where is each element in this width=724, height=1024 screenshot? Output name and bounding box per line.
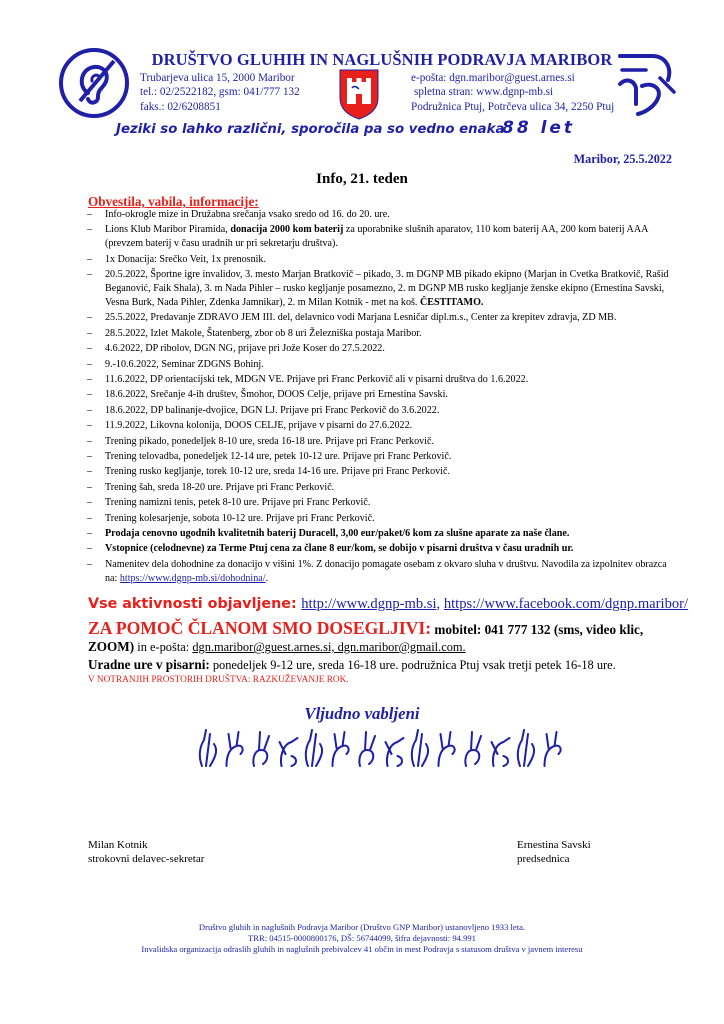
announcement-item (86, 253, 672, 267)
organization-title: DRUŠTVO GLUHIH IN NAGLUŠNIH PODRAVJA MARIBOR (151, 50, 613, 69)
hygiene-notice: V NOTRANJIH PROSTORIH DRUŠTVA: RAZKUŽEVANJE ROK. (88, 675, 349, 685)
help-mobile: mobitel: 041 777 132 (sms, video klic, (431, 622, 644, 637)
sign-hand-icon (518, 730, 534, 766)
announcement-item (86, 208, 672, 222)
announcements-list (86, 208, 672, 587)
signer-right-role: predsednica (517, 853, 570, 865)
announcement-item (86, 373, 672, 387)
contact-block-right (411, 71, 614, 114)
sign-hand-icon (200, 730, 216, 766)
item-text: 4.6.2022, DP ribolov, DGN NG, prijave pri Jože Koser do 27.5.2022. (105, 343, 385, 355)
sign-hand-icon (465, 732, 481, 766)
item-text: Prodaja cenovno ugodnih kvalitetnih baterij Duracell, 3,00 eur/paket/6 kom za slušne aparate za naše člane. (105, 528, 570, 540)
item-text: 9.-10.6.2022, Seminar ZDGNS Bohinj. (105, 358, 264, 370)
announcement-item (86, 342, 672, 356)
section-title: Obvestila, vabila, informacije: (88, 194, 259, 209)
item-text: Namenitev dela dohodnine za donacijo v višini 1%. Z donacijo pomagate osebam z okvaro sluha v društvu. Navodila za izpolnitev obrazca na: (105, 558, 667, 584)
item-text: Info-okrogle mize in Družabna srečanja vsako sredo od 16. do 20. ure. (105, 209, 390, 220)
announcement-item (86, 404, 672, 418)
sign-language-hands-icon (194, 726, 570, 770)
item-text: za uporabnike slušnih aparatov, 110 kom baterij AA, 200 kom baterij AAA (prevzem baterij v času uradnih ur pri sekretarju društva). (105, 224, 648, 250)
item-text: . (265, 572, 269, 584)
activities-label: Vse aktivnosti objavljene: (88, 596, 297, 612)
help-zoom: ZOOM) (88, 639, 135, 654)
announcement-item (86, 435, 672, 449)
announcement-item (86, 419, 672, 433)
sign-hand-icon (333, 732, 349, 766)
announcement-item (86, 496, 672, 510)
item-text: Trening kolesarjenje, sobota 10-12 ure. Prijave pri Franc Perkovič. (105, 512, 375, 524)
activities-line (88, 596, 688, 613)
help-email-prefix: in e-pošta: (134, 640, 193, 654)
announcement-item (86, 527, 672, 541)
sign-hand-icon (412, 730, 428, 766)
hearing-logo-icon (58, 47, 130, 119)
item-text: Trening šah, sreda 18-20 ure. Prijave pri Franc Perkovič. (105, 481, 335, 493)
signature-left (88, 838, 204, 866)
slogan: Jeziki so lahko različni, sporočila pa so vedno enaka (116, 122, 505, 137)
address: Trubarjeva ulica 15, 2000 Maribor (140, 72, 295, 84)
announcement-item (86, 358, 672, 372)
link-separator: , (436, 596, 444, 612)
anniversary-years: 88 let (502, 118, 576, 138)
announcement-item (86, 450, 672, 464)
announcement-item (86, 542, 672, 556)
announcement-item (86, 388, 672, 402)
item-text: 25.5.2022, Predavanje ZDRAVO JEM III. del, delavnico vodi Marjana Lesničar dipl.m.s., Center za krepitev zdravja, ZD MB. (105, 312, 617, 324)
announcement-item (86, 311, 672, 325)
website-link[interactable]: http://www.dgnp-mb.si (301, 596, 437, 612)
document-date: Maribor, 25.5.2022 (573, 152, 672, 166)
sign-hand-icon (386, 738, 404, 766)
announcement-item (86, 268, 672, 310)
item-text: 11.6.2022, DP orientacijski tek, MDGN VE. Prijave pri Franc Perkovič ali v pisarni društva do 1.6.2022. (105, 373, 529, 385)
office-hours: ponedeljek 9-12 ure, sreda 16-18 ure. podružnica Ptuj vsak tretji petek 16-18 ure. (209, 658, 616, 672)
help-email-links[interactable]: dgn.maribor@guest.arnes.si, dgn.maribor@gmail.com. (192, 640, 466, 654)
website: spletna stran: www.dgnp-mb.si (414, 86, 554, 99)
announcement-item (86, 465, 672, 479)
signature-right (517, 838, 591, 866)
announcement-item (86, 481, 672, 495)
item-text: Vstopnice (celodnevne) za Terme Ptuj cena za člane 8 eur/kom, se dobijo v pisarni društva v času uradnih ur. (105, 543, 574, 555)
item-text: 28.5.2022, Izlet Makole, Štatenberg, zbor ob 8 uri Železniška postaja Maribor. (105, 327, 422, 339)
sign-hand-icon (306, 730, 322, 766)
item-text: Lions Klub Maribor Piramida, (105, 224, 231, 236)
item-text: Trening telovadba, ponedeljek 12-14 ure, petek 10-12 ure. Prijave pri Franc Perkovič. (105, 451, 452, 462)
sign-hand-icon (492, 738, 510, 766)
announcement-item (86, 558, 672, 586)
fax: faks.: 02/6208851 (140, 100, 221, 113)
item-text: Trening pikado, ponedeljek 8-10 ure, sreda 16-18 ure. Prijave pri Franc Perkovič. (105, 435, 434, 447)
footer (0, 922, 724, 956)
signer-right-name: Ernestina Savski (517, 839, 591, 851)
branch-address: Podružnica Ptuj, Potrčeva ulica 34, 2250 Ptuj (411, 100, 615, 113)
maribor-coat-of-arms-icon (338, 68, 380, 120)
footer-line-2: TRR: 04515-0000800176, DŠ: 56744099, šifra dejavnosti: 94.991 (248, 933, 476, 944)
info-title: Info, 21. teden (316, 171, 408, 187)
help-headline: ZA POMOČ ČLANOM SMO DOSEGLJIVI: (88, 618, 432, 638)
item-link[interactable]: https://www.dgnp-mb.si/dohodnina/ (119, 572, 266, 584)
item-text: 11.9.2022, Likovna kolonija, DOOS CELJE, prijave v pisarni do 27.6.2022. (105, 420, 413, 432)
signer-left-name: Milan Kotnik (88, 839, 148, 851)
contact-block-left (140, 71, 300, 114)
contact-help-block (88, 620, 688, 674)
phone: tel.: 02/2522182, gsm: 041/777 132 (140, 86, 300, 99)
signer-left-role: strokovni delavec-sekretar (88, 853, 205, 865)
footer-line-3: Invalidska organizacija odraslih gluhih in naglušnih prebivalcev 41 občin in mest Podravja s statusom društva v javnem interesu (141, 944, 583, 955)
office-hours-label: Uradne ure v pisarni: (88, 657, 210, 672)
footer-line-1: Društvo gluhih in naglušnih Podravja Maribor (Društvo GNP Maribor) ustanovljeno 1933 leta. (198, 922, 526, 932)
item-text: 18.6.2022, Srečanje 4-ih društev, Šmohor, DOOS Celje, prijave pri Ernestina Savski. (105, 389, 448, 401)
sign-hand-icon (253, 732, 269, 766)
greeting: Vljudno vabljeni (304, 704, 420, 723)
item-text: 18.6.2022, DP balinanje-dvojice, DGN LJ. Prijave pri Franc Perkovič do 3.6.2022. (105, 404, 440, 416)
facebook-link[interactable]: https://www.facebook.com/dgnp.maribor/ (443, 596, 689, 612)
item-text: donacija 2000 kom baterij (230, 224, 344, 236)
item-text: Trening rusko kegljanje, torek 10-12 ure, sreda 14-16 ure. Prijave pri Franc Perkovič. (105, 466, 450, 478)
item-text: ČESTITAMO. (419, 296, 484, 308)
sign-hand-icon (439, 732, 455, 766)
sign-hand-icon (227, 732, 243, 766)
sign-hand-icon (359, 732, 375, 766)
announcement-item (86, 512, 672, 526)
sign-hand-icon (545, 732, 561, 766)
email: e-pošta: dgn.maribor@guest.arnes.si (411, 72, 575, 84)
item-text: 1x Donacija: Srečko Veit, 1x prenosnik. (105, 253, 267, 265)
item-text: Trening namizni tenis, petek 8-10 ure. Prijave pri Franc Perkovič. (105, 497, 371, 509)
announcement-item (86, 327, 672, 341)
sign-hand-icon (280, 738, 298, 766)
announcement-item (86, 223, 672, 251)
item-text: 20.5.2022, Športne igre invalidov, 3. mesto Marjan Bratkovič – pikado, 3. m DGNP MB pikado ekipno (Marjan in Cvetka Bratkovič, Rašid Beganović, Faik Shala), 3. m Nada Pihler – rusko kegljanje posamezno, 2. m DGNP MB rusko kegljanje ženske ekipno (Ernestina Savski, Vesna Burk, Nada Pihler, Zdenka Jamnikar), 2. m Milan Kotnik - met na koš. (105, 269, 669, 308)
